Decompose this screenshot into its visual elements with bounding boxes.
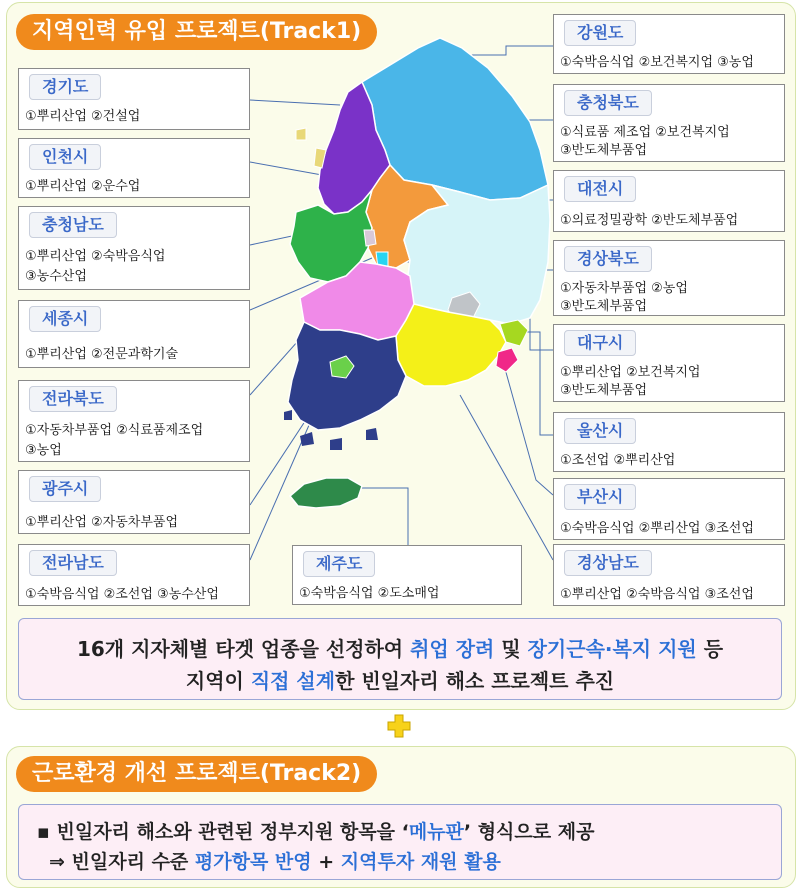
track2-text: ▪ 빈일자리 해소와 관련된 정부지원 항목을 ‘: [37, 821, 409, 843]
region-industries: ①의료정밀광학 ②반도체부품업: [560, 213, 739, 228]
region-box-daegu: [553, 324, 785, 402]
region-box-gyeongbuk: [553, 240, 785, 316]
region-name: 세종시: [29, 306, 101, 332]
region-box-incheon: [18, 138, 250, 198]
region-name: 전라남도: [29, 550, 117, 576]
region-industries: ①자동차부품업 ②농업: [560, 281, 688, 296]
region-industries: ①식료품 제조업 ②보건복지업: [560, 125, 730, 140]
region-box-gangwon: [553, 14, 785, 74]
region-box-busan: [553, 478, 785, 540]
region-industries: ③반도체부품업: [560, 143, 648, 158]
region-name: 경기도: [29, 74, 101, 100]
map-jeju: [290, 478, 362, 508]
region-name: 강원도: [564, 20, 636, 46]
region-industries: ①뿌리산업 ②건설업: [25, 109, 141, 124]
map-sejong: [364, 230, 376, 246]
connector-gangwon: [470, 46, 553, 55]
summary-line-1: [19, 633, 781, 662]
summary-text: 지역이: [185, 669, 251, 693]
region-industries: ①뿌리산업 ②보건복지업: [560, 365, 701, 380]
track1-title: 지역인력 유입 프로젝트(Track1): [16, 14, 377, 50]
region-box-jeju: [292, 545, 522, 605]
region-name: 광주시: [29, 476, 101, 502]
track2-highlight: 평가항목 반영: [194, 851, 312, 873]
region-box-chungbuk: [553, 84, 785, 162]
track2-title: 근로환경 개선 프로젝트(Track2): [16, 756, 377, 792]
region-industries: ③농업: [25, 443, 62, 458]
track2-description: [18, 804, 782, 880]
region-box-jeonbuk: [18, 380, 250, 462]
region-name: 제주도: [303, 551, 375, 577]
region-name: 인천시: [29, 144, 101, 170]
region-name: 충청북도: [564, 90, 652, 116]
region-box-gwangju: [18, 470, 250, 534]
track2-text: +: [311, 851, 341, 873]
track1-summary: [18, 618, 782, 700]
region-industries: ①숙박음식업 ②보건복지업 ③농업: [560, 55, 754, 70]
region-industries: ③농수산업: [25, 269, 87, 284]
region-name: 울산시: [564, 418, 636, 444]
summary-line-2: [19, 665, 781, 694]
region-industries: ③반도체부품업: [560, 299, 648, 314]
track2-highlight: 메뉴판: [408, 821, 464, 843]
region-box-gyeongnam: [553, 544, 785, 606]
summary-highlight: 장기근속·복지 지원: [527, 637, 697, 661]
connector-gyeongnam: [460, 395, 553, 560]
map-incheon: [296, 128, 326, 168]
region-industries: ①숙박음식업 ②도소매업: [299, 586, 440, 601]
region-industries: ③반도체부품업: [560, 383, 648, 398]
track2-line-1: [37, 817, 594, 844]
region-box-jeonnam: [18, 544, 250, 606]
region-name: 경상남도: [564, 550, 652, 576]
summary-text: 및: [494, 637, 528, 661]
summary-highlight: 직접 설계: [250, 669, 336, 693]
connector-busan: [502, 358, 553, 495]
region-name: 대전시: [564, 176, 636, 202]
track2-highlight: 지역투자 재원 활용: [340, 851, 501, 873]
summary-text: 등: [696, 637, 724, 661]
region-industries: ①뿌리산업 ②전문과학기술: [25, 347, 179, 362]
region-box-daejeon: [553, 170, 785, 232]
region-box-ulsan: [553, 412, 785, 472]
plus-icon: [387, 714, 411, 738]
region-industries: ①조선업 ②뿌리산업: [560, 453, 676, 468]
region-box-gyeonggi: [18, 68, 250, 130]
region-name: 전라북도: [29, 386, 117, 412]
region-industries: ①숙박음식업 ②조선업 ③농수산업: [25, 587, 219, 602]
track2-text: ’ 형식으로 제공: [463, 821, 595, 843]
map-busan: [496, 348, 518, 372]
region-name: 부산시: [564, 484, 636, 510]
region-name: 대구시: [564, 330, 636, 356]
region-industries: ①숙박음식업 ②뿌리산업 ③조선업: [560, 521, 754, 536]
region-name: 충청남도: [29, 212, 117, 238]
summary-highlight: 취업 장려: [410, 637, 495, 661]
region-industries: ①뿌리산업 ②숙박음식업 ③조선업: [560, 587, 754, 602]
connector-gyeonggi: [250, 100, 340, 105]
region-industries: ①뿌리산업 ②운수업: [25, 179, 141, 194]
region-industries: ①뿌리산업 ②자동차부품업: [25, 515, 179, 530]
connector-incheon: [250, 162, 322, 175]
connector-ulsan: [518, 332, 553, 435]
region-box-chungnam: [18, 206, 250, 290]
summary-text: 한 빈일자리 해소 프로젝트 추진: [335, 669, 615, 693]
track2-text: ⇒ 빈일자리 수준: [49, 851, 195, 873]
region-industries: ①자동차부품업 ②식료품제조업: [25, 423, 204, 438]
region-industries: ①뿌리산업 ②숙박음식업: [25, 249, 166, 264]
track2-line-2: [49, 847, 501, 874]
region-name: 경상북도: [564, 246, 652, 272]
summary-text: 16개 지자체별 타겟 업종을 선정하여: [76, 637, 411, 661]
region-box-sejong: [18, 300, 250, 368]
